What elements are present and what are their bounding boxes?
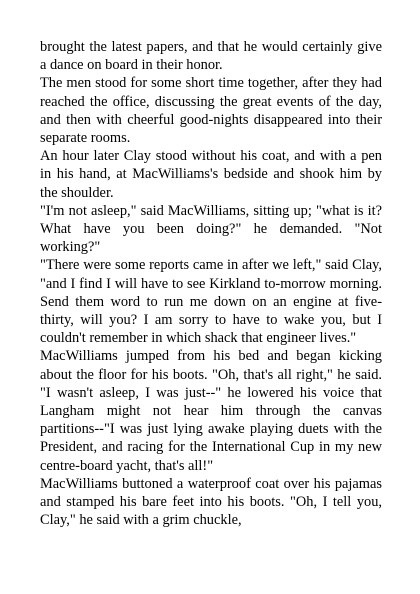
- paragraph: The men stood for some short time together, after they had reached the office, discussing the great events of the day, and then with cheerful good-nights disappeared into their separate rooms.: [40, 75, 382, 147]
- paragraph: brought the latest papers, and that he would certainly give a dance on board in their honor.: [40, 39, 382, 74]
- paragraph: "I'm not asleep," said MacWilliams, sitting up; "what is it? What have you been doing?" he demanded. "Not working?": [40, 202, 382, 256]
- paragraph: "There were some reports came in after we left," said Clay, "and I find I will have to see Kirkland to-morrow morning. Send them word to run me down on an engine at five-thirty, will you? I am sorry to have to wake you, but I couldn't remember in which shack that engineer lives.": [40, 257, 382, 347]
- document-page: [40, 38, 382, 529]
- paragraph: MacWilliams buttoned a waterproof coat over his pajamas and stamped his bare feet into his boots. "Oh, I tell you, Clay," he said with a grim chuckle,: [40, 475, 382, 529]
- paragraph: An hour later Clay stood without his coat, and with a pen in his hand, at MacWilliams's bedside and shook him by the shoulder.: [40, 148, 382, 201]
- paragraph: MacWilliams jumped from his bed and began kicking about the floor for his boots. "Oh, that's all right," he said. "I wasn't asleep, I was just--" he lowered his voice that Langham might not hear him through the canvas partitions--"I was just lying awake playing duets with the President, and racing for the International Cup in my new centre-board yacht, that's all!": [40, 348, 382, 474]
